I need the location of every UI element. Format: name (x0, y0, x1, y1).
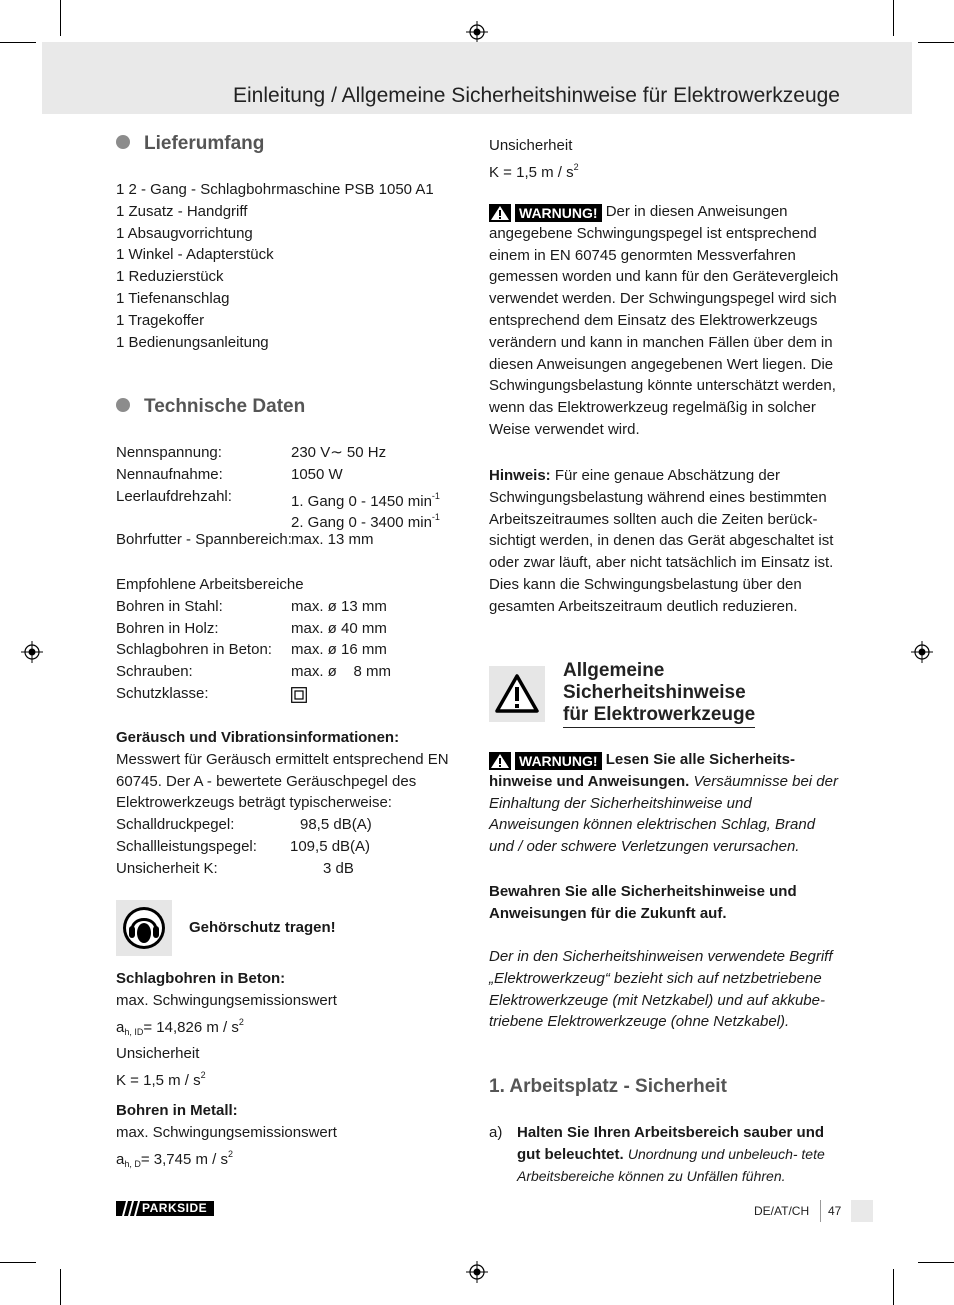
crop-mark (60, 0, 61, 36)
arbeitsplatz-item-a: Halten Sie Ihren Arbeitsbereich sauber und gut beleuchtet. Unordnung und unbeleuch- tete Arbeitsbereiche können zu Unfällen führen. (517, 1124, 825, 1184)
value-label: Unsicherheit (489, 137, 573, 154)
bohren-metall-heading: Bohren in Metall: (116, 1102, 238, 1119)
registration-mark-icon (466, 21, 488, 43)
value-line: $a_{h, D}= 3,745$ m / $s^2$ (116, 1148, 234, 1169)
list-item: 1 Bedienungsanleitung (116, 333, 269, 351)
parkside-logo: PARKSIDE (116, 1201, 214, 1216)
arbeitsbereiche-table (116, 574, 461, 705)
registration-mark-icon (911, 641, 933, 663)
spec-row: Bohren in Holz: max. ø 40 mm (116, 619, 387, 637)
value-line: $a_{h, ID}= 14,826$ m / $s^2$ (116, 1016, 244, 1037)
spec-row: Bohrfutter - Spannbereich: max. 13 mm (116, 531, 374, 549)
arbeitsplatz-heading: 1. Arbeitsplatz - Sicherheit (489, 1076, 727, 1097)
crop-mark (893, 1269, 894, 1305)
value-label: Unsicherheit (116, 1045, 200, 1063)
allgemeine-heading: Allgemeine Sicherheitshinweise für Elektrowerkzeuge (563, 660, 803, 728)
list-item: 1 Absaugvorrichtung (116, 224, 253, 242)
bohren-metall-continued (489, 135, 839, 184)
lieferumfang-list (116, 179, 461, 353)
spec-row: Schutzklasse: (116, 683, 461, 705)
technische-daten-heading: Technische Daten (116, 396, 461, 418)
bohren-metall-section (116, 1100, 461, 1175)
list-item: 1 Zusatz - Handgriff (116, 202, 248, 220)
bewahren-paragraph: Bewahren Sie alle Sicherheitshinweise und Anweisungen für die Zukunft auf. (489, 883, 797, 922)
value-label: max. Schwingungsemissionswert (116, 991, 337, 1009)
ear-protection-box (116, 900, 172, 956)
crop-mark (918, 42, 954, 43)
value-line: K = 1,5 m / $s^2$ (489, 161, 579, 181)
spec-row: Leerlaufdrehzahl: 1. Gang 0 - 1450 $\min^{-1}$ (116, 487, 440, 510)
crop-mark (60, 1269, 61, 1305)
list-item: 1 Reduzierstück (116, 268, 224, 286)
hinweis-paragraph: Hinweis: Für eine genaue Abschätzung der Schwingungsbelastung während eines bestimmten Arbeitszeitraumes sollten auch die Zeiten berück- sichtigt werden, in denen das Gerät abgeschaltet ist oder zwar läuft, aber nicht tatsächlich im Einsatz ist. Dies kann die Schwingungsbelastung über den gesamten Arbeitszeitraum deutlich reduzieren. (489, 467, 834, 615)
geraeusch-text: Messwert für Geräusch ermittelt entsprechend EN 60745. Der A - bewertete Geräuschpegel des Elektrowerkzeugs beträgt typischerweise: (116, 750, 449, 812)
noise-row: Schallleistungspegel: 109,5 dB(A) (116, 837, 371, 855)
warning-triangle-icon (489, 204, 511, 222)
bullet-icon (116, 135, 130, 149)
schlagbohren-beton-section (116, 968, 461, 1092)
list-item: 1 Tragekoffer (116, 311, 205, 329)
noise-row: Unsicherheit K: 3 dB (116, 859, 354, 877)
geraeusch-heading: Geräusch und Vibrationsinformationen: (116, 729, 400, 746)
page-number: 47 (828, 1204, 842, 1218)
noise-row: Schalldruckpegel: 98,5 dB(A) (116, 816, 372, 834)
technische-daten-section (116, 396, 461, 418)
list-item: 1 Winkel - Adapterstück (116, 246, 274, 264)
page-title: Einleitung / Allgemeine Sicherheitshinweise für Elektrowerkzeuge (233, 84, 840, 107)
warning-triangle-icon (489, 752, 511, 770)
list-item: 1 Tiefenanschlag (116, 289, 230, 307)
list-marker: a) (489, 1124, 503, 1141)
warning-allgemeine: WARNUNG! Lesen Sie alle Sicherheits- hinweise und Anweisungen. Versäumnisse bei der Einhaltung der Sicherheitshinweise und Anweisungen können elektrischen Schlag, Brand und / oder schwere Verletzungen verursachen. (489, 751, 838, 856)
spec-row: Bohren in Stahl: max. ø 13 mm (116, 597, 387, 615)
crop-mark (0, 1262, 36, 1263)
warning-badge: WARNUNG! (489, 752, 602, 770)
registration-mark-icon (466, 1261, 488, 1283)
crop-mark (0, 42, 36, 43)
protection-class-ii-icon (291, 687, 307, 710)
safety-warning-box (489, 666, 545, 722)
list-item: 1 2 - Gang - Schlagbohrmaschine PSB 1050 A1 (116, 181, 434, 198)
ear-protection-icon (116, 900, 172, 956)
lieferumfang-heading: Lieferumfang (116, 133, 461, 155)
logo-stripes-icon (118, 1201, 142, 1216)
spec-row: Schlagbohren in Beton: max. ø 16 mm (116, 641, 387, 659)
footer-divider (820, 1200, 821, 1222)
schlagbohren-heading: Schlagbohren in Beton: (116, 970, 286, 987)
begriff-paragraph: Der in den Sicherheitshinweisen verwendete Begriff „Elektrowerkzeug“ bezieht sich auf netzbetriebene Elektrowerkzeuge (mit Netzkabel) und auf akkube- triebene Elektrowerkzeuge (ohne Netzkabel). (489, 948, 833, 1031)
bullet-icon (116, 398, 130, 412)
spec-row: Nennaufnahme: 1050 W (116, 465, 343, 483)
registration-mark-icon (21, 641, 43, 663)
warning-vibration: WARNUNG! Der in diesen Anweisungen angegebene Schwingungspegel ist entsprechend einem in EN 60745 genormten Messverfahren gemessen worden und kann für den Gerätevergleich verwendet werden. Der Schwingungspegel wird sich entsprechend dem Einsatz des Elektrowerkzeugs verändern und kann in manchen Fällen über dem in diesen Anweisungen angegebenen Wert liegen. Die Schwingungsbelastung könnte unterschätzt werden, wenn das Elektrowerkzeug regelmäßig in solcher Weise verwendet wird. (489, 203, 839, 438)
lieferumfang-section (116, 133, 461, 155)
language-label: DE/AT/CH (754, 1204, 810, 1218)
value-line: K = 1,5 m / $s^2$ (116, 1070, 206, 1090)
spec-row: Schrauben: max. ø 8 mm (116, 663, 392, 681)
warning-badge: WARNUNG! (489, 204, 602, 222)
arbeitsbereiche-title: Empfohlene Arbeitsbereiche (116, 576, 304, 593)
ear-protection-label: Gehörschutz tragen! (189, 919, 336, 936)
spec-row: Nennspannung: 230 V∼ 50 Hz (116, 444, 387, 461)
crop-mark (918, 1262, 954, 1263)
footer-tab (851, 1200, 873, 1222)
warning-triangle-icon (489, 666, 545, 722)
geraeusch-section (116, 727, 461, 880)
spec-row: 2. Gang 0 - 3400 $\min^{-1}$ (291, 512, 440, 532)
specs-table (116, 442, 461, 551)
crop-mark (893, 0, 894, 36)
value-label: max. Schwingungsemissionswert (116, 1123, 337, 1141)
